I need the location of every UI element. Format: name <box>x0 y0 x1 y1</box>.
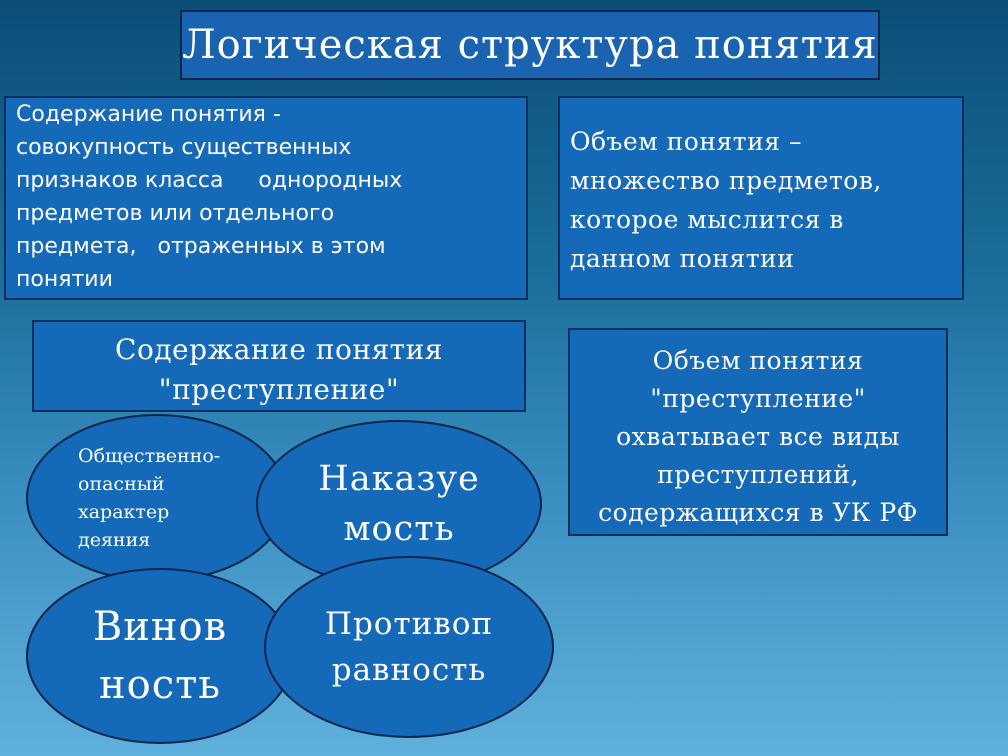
content-definition-line: совокупность существенных <box>16 135 352 160</box>
sign-unlawfulness-ellipse <box>264 556 554 738</box>
sign-text-line: деяния <box>78 529 151 551</box>
volume-definition-line: данном понятии <box>570 244 795 273</box>
sign-text-line: Общественно- <box>78 445 221 467</box>
sign-public-danger-ellipse <box>26 414 288 582</box>
page-title <box>180 10 880 80</box>
sign-guilt-ellipse <box>26 568 294 744</box>
content-crime-line: Содержание понятия <box>115 333 443 366</box>
sign-text-line: характер <box>78 501 170 523</box>
content-crime-line: "преступление" <box>158 373 400 406</box>
content-definition-line: признаков класса однородных <box>16 168 403 193</box>
volume-crime-line: содержащихся в УК РФ <box>598 498 918 527</box>
volume-crime-line: преступлений, <box>657 460 859 489</box>
sign-text-line: Винов <box>92 604 228 650</box>
volume-crime-line: "преступление" <box>650 384 866 413</box>
content-definition-line: предмета, отраженных в этом <box>16 234 386 259</box>
sign-text-line: Наказуе <box>318 459 480 499</box>
sign-text-line: равность <box>331 652 487 688</box>
content-definition-line: предметов или отдельного <box>16 201 335 226</box>
content-definition-line: понятии <box>16 267 113 292</box>
sign-text-line: опасный <box>78 473 165 495</box>
volume-crime-line: охватывает все виды <box>616 422 900 451</box>
volume-definition-line: Объем понятия – <box>570 127 802 156</box>
sign-text-line: мость <box>343 509 455 549</box>
sign-text-line: ность <box>98 662 222 708</box>
volume-crime-line: Объем понятия <box>652 346 864 375</box>
volume-definition-line: множество предметов, <box>570 166 882 195</box>
volume-crime-box <box>568 328 948 536</box>
sign-text-line: Противоп <box>324 606 494 642</box>
content-crime-box <box>32 320 526 412</box>
volume-definition-box <box>558 96 964 300</box>
content-definition-line: Содержание понятия - <box>16 102 281 127</box>
content-definition-box <box>4 96 528 300</box>
volume-definition-line: которое мыслится в <box>570 205 844 234</box>
page-title-text: Логическая структура понятия <box>182 22 878 68</box>
